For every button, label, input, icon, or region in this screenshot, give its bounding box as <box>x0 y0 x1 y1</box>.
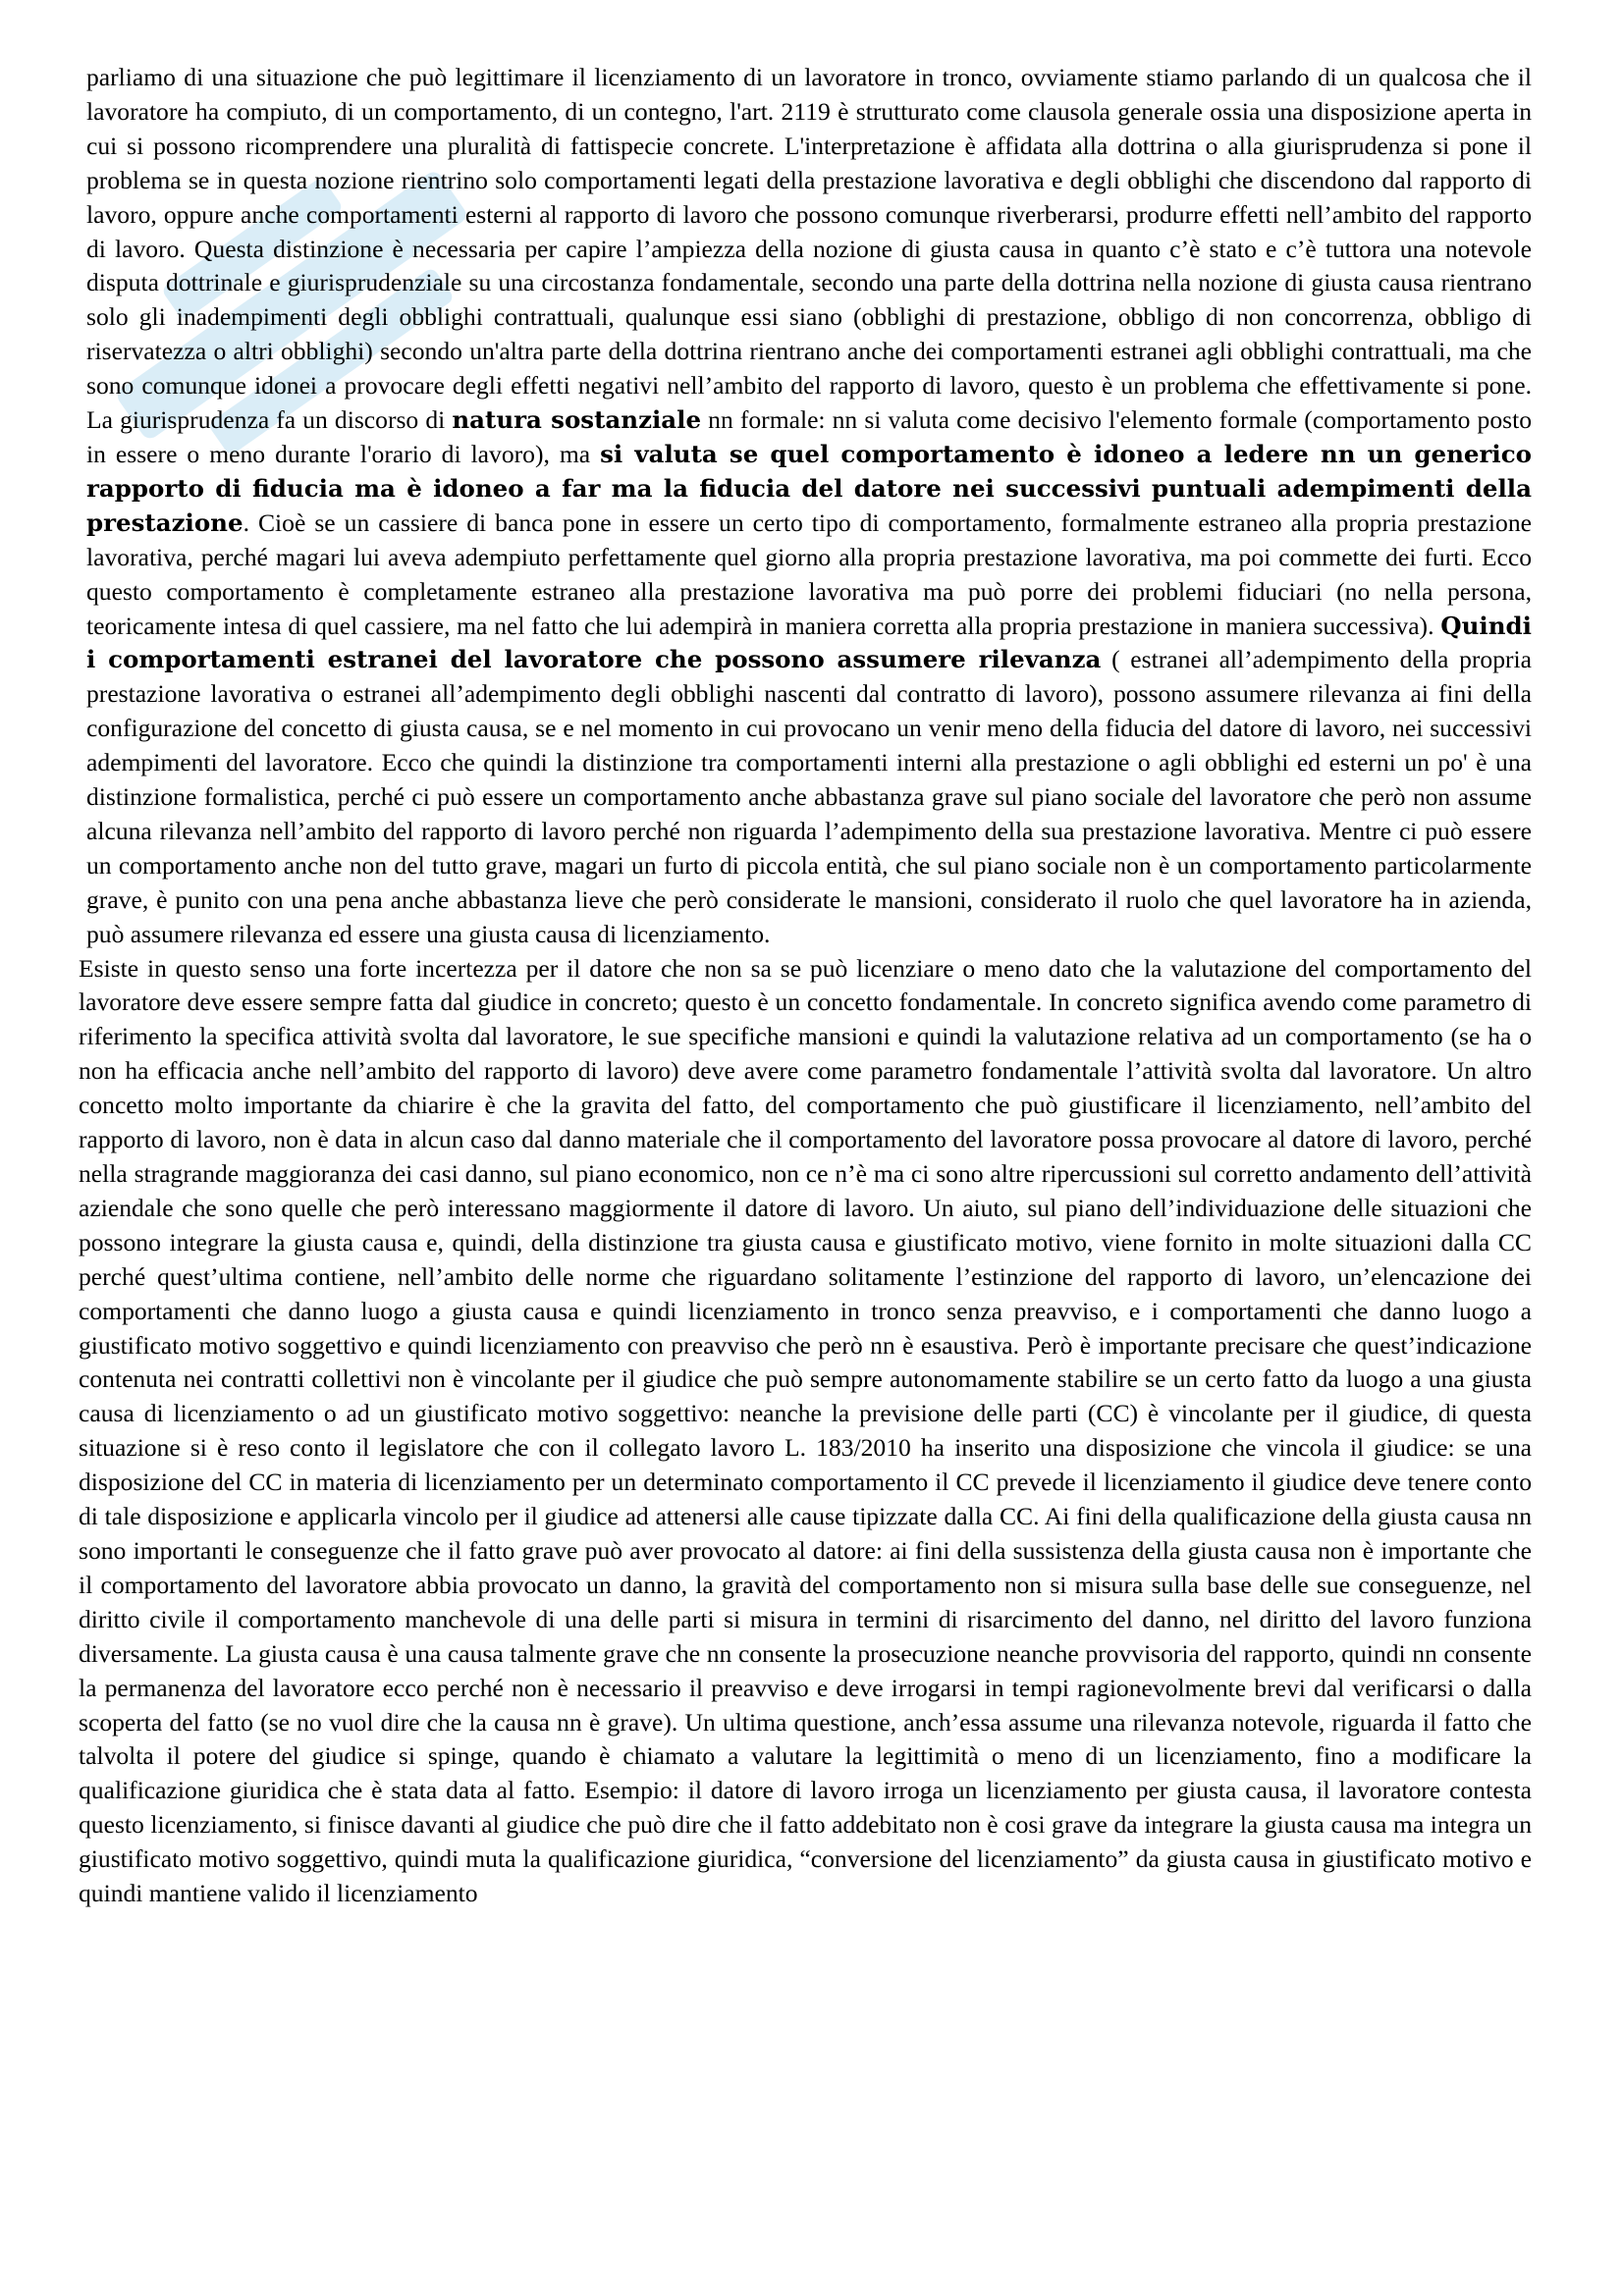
paragraph-2: Esiste in questo senso una forte incertezza per il datore che non sa se può licenziare o meno dato che la valutazione del comportamento del lavoratore deve essere sempre fatta dal giudice in concreto; questo è un concetto fondamentale. In concreto significa avendo come parametro di riferimento la specifica attività svolta dal lavoratore, le sue specifiche mansioni e quindi la valutazione relativa ad un comportamento (se ha o non ha efficacia anche nell’ambito del rapporto di lavoro) deve avere come parametro fondamentale l’attività svolta dal lavoratore. Un altro concetto molto importante da chiarire è che la gravita del fatto, del comportamento che può giustificare il licenziamento, nell’ambito del rapporto di lavoro, non è data in alcun caso dal danno materiale che il comportamento del lavoratore possa provocare al datore di lavoro, perché nella stragrande maggioranza dei casi danno, sul piano economico, non ce n’è ma ci sono altre ripercussioni sul corretto andamento dell’attività aziendale che sono quelle che però interessano maggiormente il datore di lavoro. Un aiuto, sul piano dell’individuazione delle situazioni che possono integrare la giusta causa e, quindi, della distinzione tra giusta causa e giustificato motivo, viene fornito in molte situazioni dalla CC perché quest’ultima contiene, nell’ambito delle norme che riguardano solitamente l’estinzione del rapporto di lavoro, un’elencazione dei comportamenti che danno luogo a giusta causa e quindi licenziamento in tronco senza preavviso, e i comportamenti che danno luogo a giustificato motivo soggettivo e quindi licenziamento con preavviso che però nn è esaustiva. Però è importante precisare che quest’indicazione contenuta nei contratti collettivi non è vincolante per il giudice che può sempre autonomamente stabilire se un certo fatto da luogo a una giusta causa di licenziamento o ad un giustificato motivo soggettivo: neanche la previsione delle parti (CC) è vincolante per il giudice, di questa situazione si è reso conto il legislatore che con il collegato lavoro L. 183/2010 ha inserito una disposizione che vincola il giudice: se una disposizione del CC in materia di licenziamento per un determinato comportamento il CC prevede il licenziamento il giudice deve tenere conto di tale disposizione e applicarla vincolo per il giudice ad attenersi alle cause tipizzate dalla CC. Ai fini della qualificazione della giusta causa nn sono importanti le conseguenze che il fatto grave può aver provocato al datore: ai fini della sussistenza della giusta causa non è importante che il comportamento del lavoratore abbia provocato un danno, la gravità del comportamento non si misura sulla base delle sue conseguenze, nel diritto civile il comportamento manchevole di una delle parti si misura in termini di risarcimento del danno, nel diritto del lavoro funziona diversamente. La giusta causa è una causa talmente grave che nn consente la prosecuzione neanche provvisoria del rapporto, quindi nn consente la permanenza del lavoratore ecco perché non è necessario il preavviso e deve irrogarsi in tempi ragionevolmente brevi dal verificarsi o dalla scoperta del fatto (se no vuol dire che la causa nn è grave). Un ultima questione, anch’essa assume una rilevanza notevole, riguarda il fatto che talvolta il potere del giudice si spinge, quando è chiamato a valutare la legittimità o meno di un licenziamento, fino a modificare la qualificazione giuridica che è stata data al fatto. Esempio: il datore di lavoro irroga un licenziamento per giusta causa, il lavoratore contesta questo licenziamento, si finisce davanti al giudice che può dire che il fatto addebitato non è cosi grave da integrare la giusta causa ma integra un giustificato motivo soggettivo, quindi muta la qualificazione giuridica, “conversione del licenziamento” da giusta causa in giustificato motivo e quindi mantiene valido il licenziamento <box>79 953 1532 1908</box>
p1-text-c: . Cioè se un cassiere di banca pone in essere un certo tipo di comportamento, formalmente estraneo alla propria prestazione lavorativa, perché magari lui aveva adempiuto perfettamente quel giorno alla propria prestazione lavorativa, ma poi commette dei furti. Ecco questo comportamento è completamente estraneo alla prestazione lavorativa ma può porre dei problemi fiduciari (no nella persona, teoricamente intesa di quel cassiere, ma nel fatto che lui adempirà in maniera corretta alla propria prestazione in maniera successiva). <box>86 507 1532 640</box>
paragraph-1 <box>86 61 1532 952</box>
p1-text-b: nn formale: nn si valuta come decisivo l'elemento formale (comportamento posto in essere o meno durante l'orario di lavoro), ma <box>86 405 1532 468</box>
p1-bold-quindi: Quindi i comportamenti estranei del lavoratore che possono assumere rilevanza <box>86 611 1532 674</box>
p1-bold-natura: natura sostanziale <box>452 405 702 435</box>
p1-text-a: parliamo di una situazione che può legittimare il licenziamento di un lavoratore in tronco, ovviamente stiamo parlando di un qualcosa che il lavoratore ha compiuto, di un comportamento, di un contegno, l'art. 2119 è strutturato come clausola generale ossia una disposizione aperta in cui si possono ricomprendere una pluralità di fattispecie concrete. L'interpretazione è affidata alla dottrina o alla giurisprudenza si pone il problema se in questa nozione rientrino solo comportamenti legati della prestazione lavorativa e degli obblighi che discendono dal rapporto di lavoro, oppure anche comportamenti esterni al rapporto di lavoro che possono comunque riverberarsi, produrre effetti nell’ambito del rapporto di lavoro. Questa distinzione è necessaria per capire l’ampiezza della nozione di giusta causa in quanto c’è stato e c’è tuttora una notevole disputa dottrinale e giurisprudenziale su una circostanza fondamentale, secondo una parte della dottrina nella nozione di giusta causa rientrano solo gli inadempimenti degli obblighi contrattuali, qualunque essi siano (obblighi di prestazione, obbligo di non concorrenza, obbligo di riservatezza o altri obblighi) secondo un'altra parte della dottrina rientrano anche dei comportamenti estranei agli obblighi contrattuali, ma che sono comunque idonei a provocare degli effetti negativi nell’ambito del rapporto di lavoro, questo è un problema che effettivamente si pone. La giurisprudenza fa un discorso di <box>86 63 1532 435</box>
p1-bold-valuta: si valuta se quel comportamento è idoneo a ledere nn un generico rapporto di fiducia ma è idoneo a far ma la fiducia del datore nei successivi puntuali adempimenti della prestazione <box>86 439 1532 537</box>
document-page <box>79 61 1532 1911</box>
p1-text-d: ( estranei all’adempimento della propria prestazione lavorativa o estranei all’adempimento degli obblighi nascenti dal contratto di lavoro), possono assumere rilevanza ai fini della configurazione del concetto di giusta causa, se e nel momento in cui provocano un venir meno della fiducia del datore di lavoro, nei successivi adempimenti del lavoratore. Ecco che quindi la distinzione tra comportamenti interni alla prestazione o agli obblighi ed esterni un po' è una distinzione formalistica, perché ci può essere un comportamento anche abbastanza grave sul piano sociale del lavoratore che però non assume alcuna rilevanza nell’ambito del rapporto di lavoro perché non riguarda l’adempimento della sua prestazione lavorativa. Mentre ci può essere un comportamento anche non del tutto grave, magari un furto di piccola entità, che sul piano sociale non è un comportamento particolarmente grave, è punito con una pena anche abbastanza lieve che però considerate le mansioni, considerato il ruolo che quel lavoratore ha in azienda, può assumere rilevanza ed essere una giusta causa di licenziamento. <box>86 645 1532 948</box>
